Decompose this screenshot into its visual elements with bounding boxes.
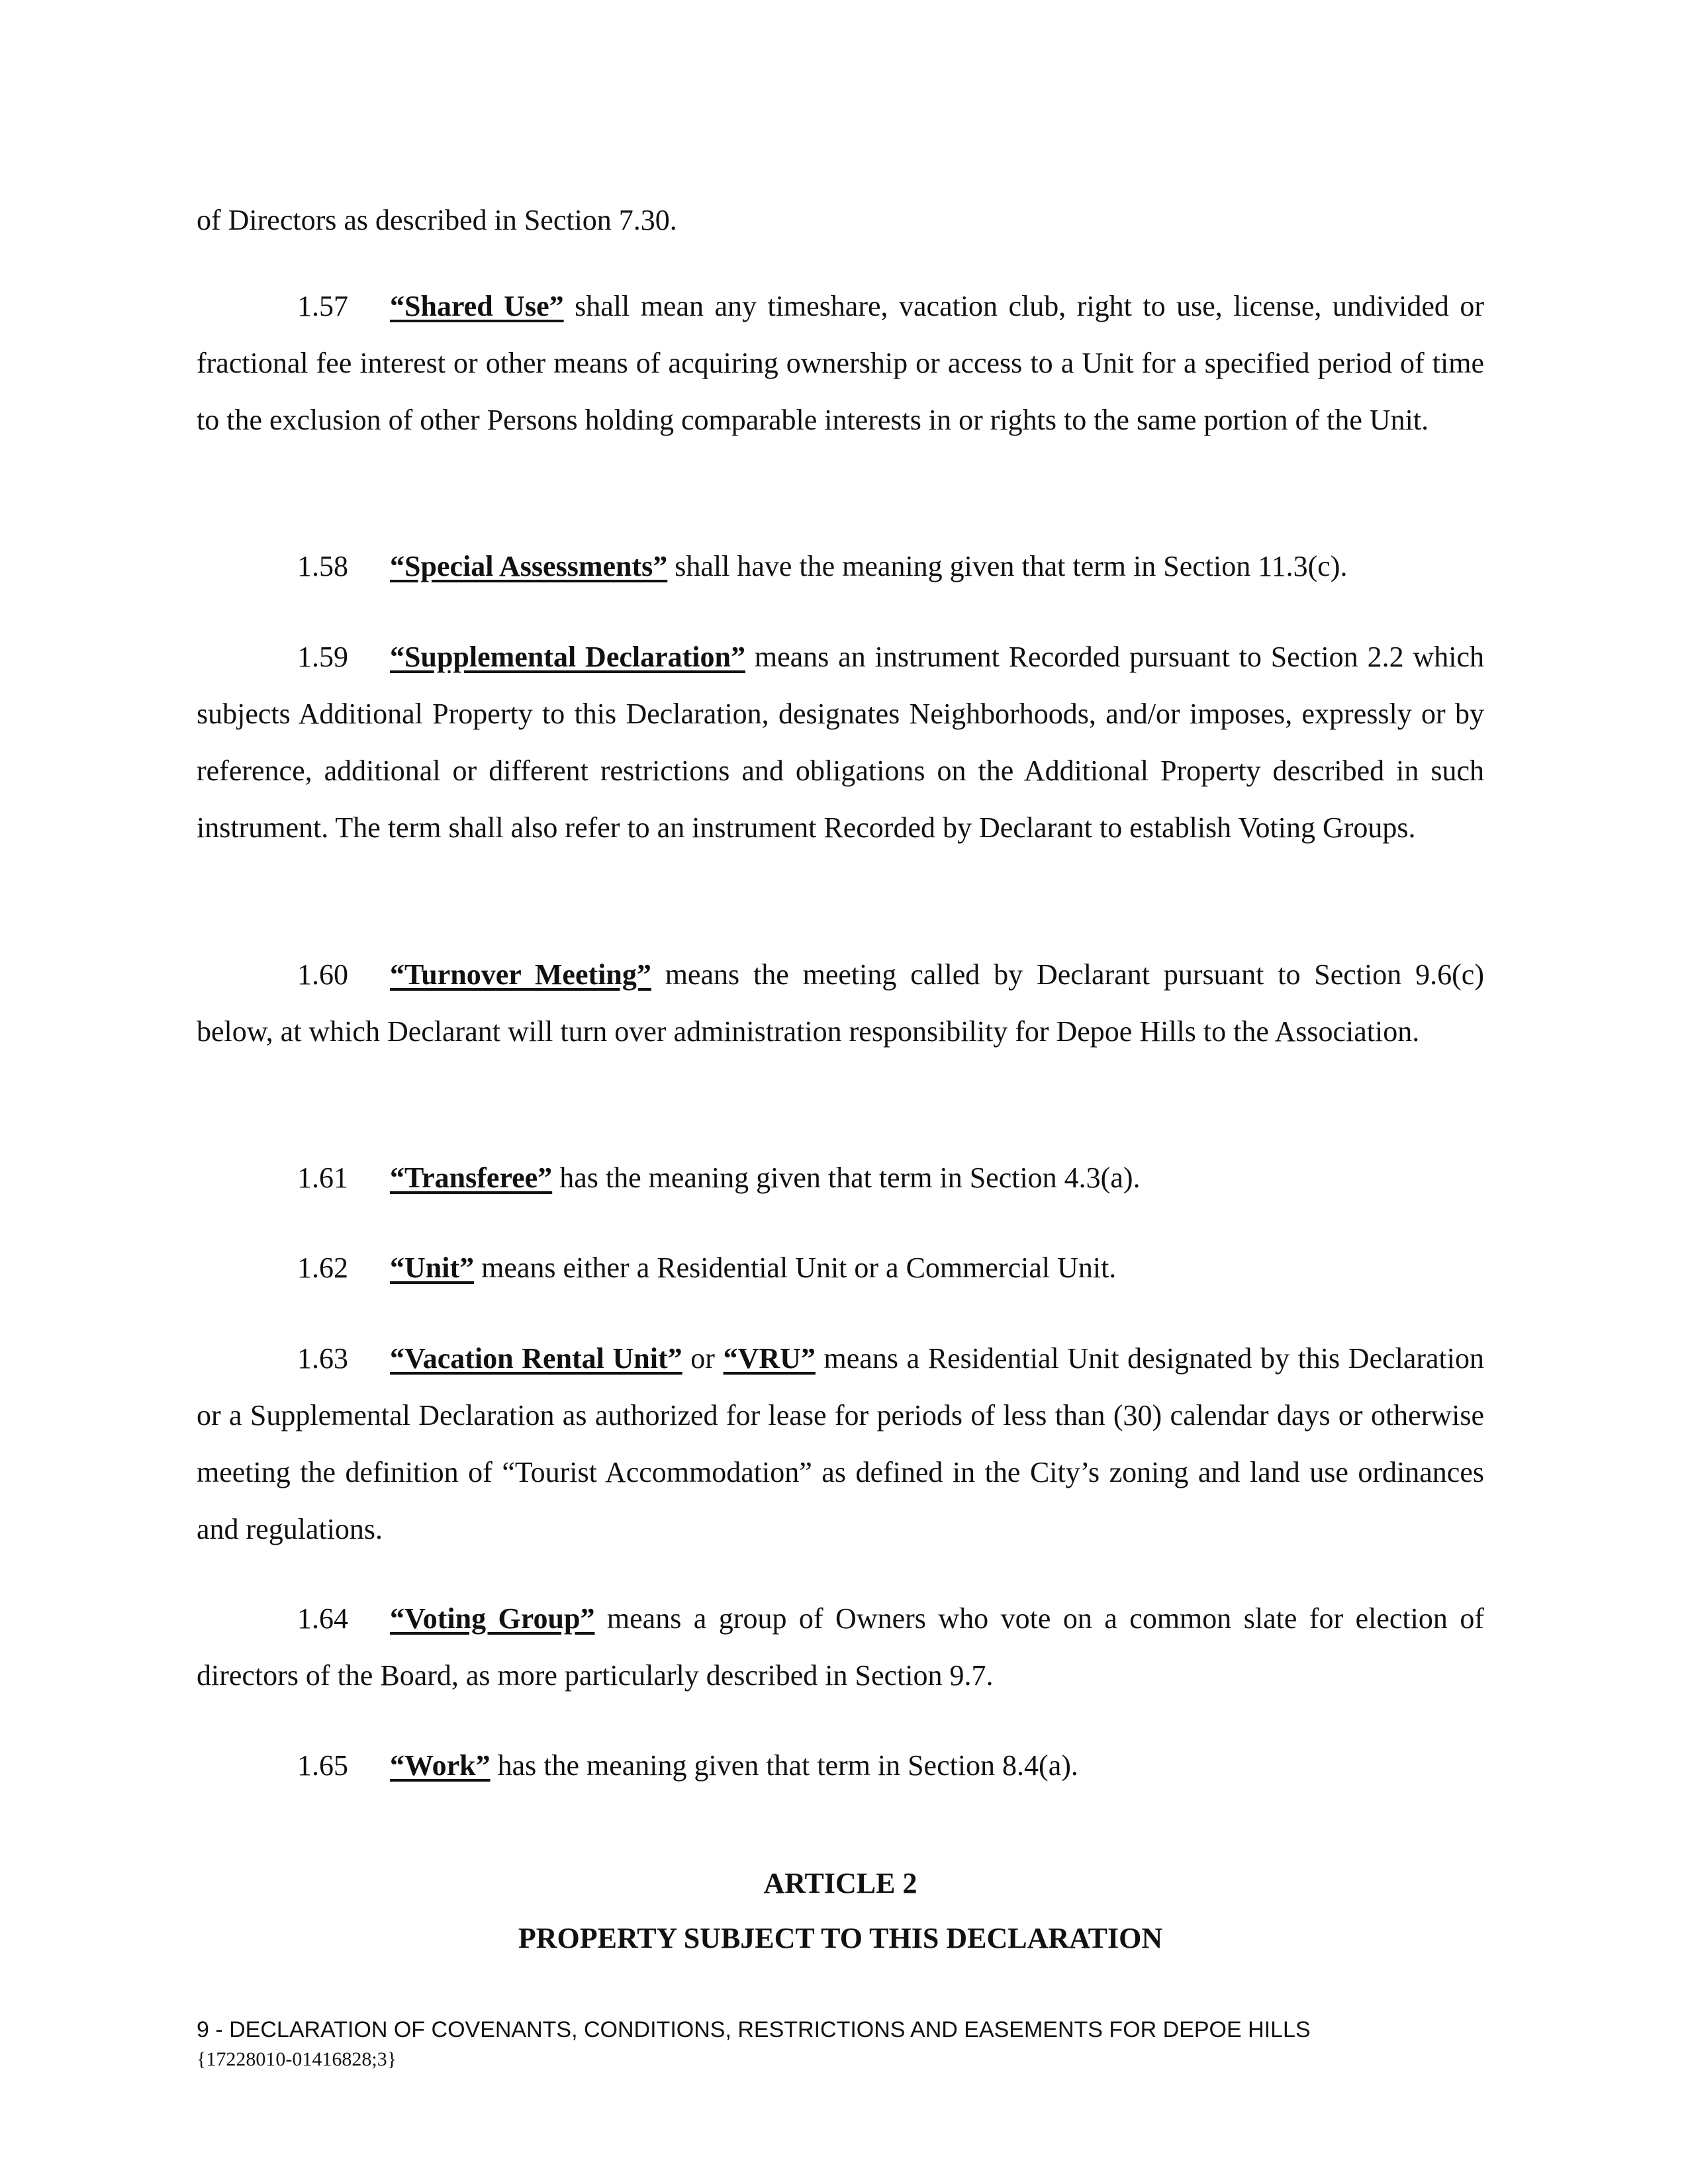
defined-term: “Special Assessments” <box>390 550 668 582</box>
section-text: has the meaning given that term in Section 4.3(a). <box>552 1161 1141 1194</box>
section-1-65 <box>197 1737 1484 1794</box>
section-text: means a group of Owners who vote on a common slate for election of directors of the Board, as more particularly described in Section 9.7. <box>197 1602 1484 1692</box>
section-number: 1.57 <box>297 290 348 322</box>
connector-text: or <box>682 1342 724 1375</box>
defined-term: “Unit” <box>390 1251 475 1284</box>
section-number: 1.65 <box>297 1749 348 1782</box>
page-footer: 9 - DECLARATION OF COVENANTS, CONDITIONS, RESTRICTIONS AND EASEMENTS FOR DEPOE HILLS <box>197 2017 1311 2042</box>
section-number: 1.60 <box>297 958 348 991</box>
defined-term: “Work” <box>390 1749 491 1782</box>
section-text: means a Residential Unit designated by this Declaration or a Supplemental Declaration as authorized for lease for periods of less than (30) calendar days or otherwise meeting the definition of “Tourist Accommodation” as defined in the City’s zoning and land use ordinances and regulations. <box>197 1342 1485 1545</box>
section-1-60 <box>197 946 1484 1060</box>
section-text: means an instrument Recorded pursuant to Section 2.2 which subjects Additional Property to this Declaration, designates Neighborhoods, and/or imposes, expressly or by reference, additional or different restrictions and obligations on the Additional Property described in such instrument. The term shall also refer to an instrument Recorded by Declarant to establish Voting Groups. <box>197 641 1484 844</box>
section-text: means the meeting called by Declarant pursuant to Section 9.6(c) below, at which Declarant will turn over administration responsibility for Depoe Hills to the Association. <box>197 958 1484 1048</box>
section-1-63 <box>197 1330 1484 1558</box>
section-1-61 <box>197 1150 1484 1206</box>
section-1-59 <box>197 629 1484 856</box>
document-id: {17228010-01416828;3} <box>197 2048 397 2070</box>
section-number: 1.63 <box>297 1342 348 1375</box>
defined-term: “Shared Use” <box>390 290 564 322</box>
section-text: shall have the meaning given that term in Section 11.3(c). <box>667 550 1348 582</box>
section-text: shall mean any timeshare, vacation club, right to use, license, undivided or fractional fee interest or other means of acquiring ownership or access to a Unit for a specified period of time to the exclusion of other Persons holding comparable interests in or rights to the same portion of the Unit. <box>197 290 1485 436</box>
defined-term: “Turnover Meeting” <box>390 958 651 991</box>
defined-term: “Vacation Rental Unit” <box>390 1342 682 1375</box>
section-1-58 <box>197 538 1484 595</box>
section-number: 1.64 <box>297 1602 348 1635</box>
defined-term: “Transferee” <box>390 1161 553 1194</box>
defined-term-alt: “VRU” <box>723 1342 816 1375</box>
section-1-64 <box>197 1590 1484 1704</box>
article-title: PROPERTY SUBJECT TO THIS DECLARATION <box>518 1922 1163 1954</box>
intro-paragraph <box>197 192 1484 249</box>
section-text: has the meaning given that term in Section 8.4(a). <box>490 1749 1078 1782</box>
section-1-57 <box>197 278 1484 449</box>
section-text: means either a Residential Unit or a Commercial Unit. <box>474 1251 1117 1284</box>
section-number: 1.62 <box>297 1251 348 1284</box>
section-number: 1.59 <box>297 641 348 673</box>
section-1-62 <box>197 1240 1484 1297</box>
article-number: ARTICLE 2 <box>763 1867 917 1899</box>
intro-text: of Directors as described in Section 7.30. <box>197 204 677 236</box>
defined-term: “Supplemental Declaration” <box>390 641 745 673</box>
section-number: 1.61 <box>297 1161 348 1194</box>
section-number: 1.58 <box>297 550 348 582</box>
defined-term: “Voting Group” <box>390 1602 595 1635</box>
